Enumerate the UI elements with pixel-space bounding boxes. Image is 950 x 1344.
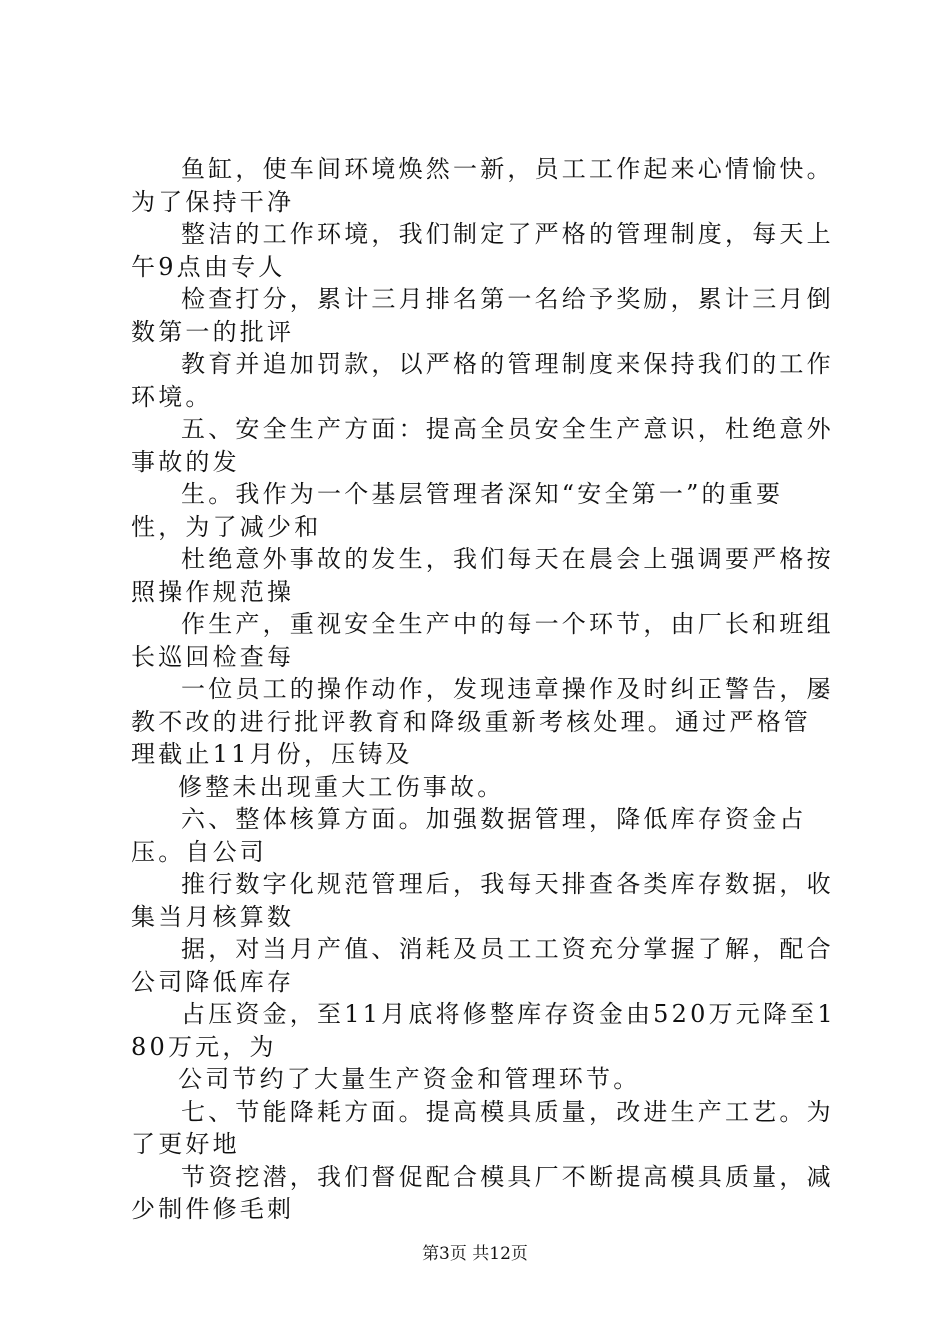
paragraph-8: 作生产，重视安全生产中的每一个环节，由厂长和班组长巡回检查每: [131, 610, 834, 671]
paragraph-13: 据，对当月产值、消耗及员工工资充分掌握了解，配合公司降低库存: [131, 935, 834, 996]
paragraph-12: 推行数字化规范管理后，我每天排查各类库存数据，收集当月核算数: [131, 870, 834, 931]
page-number-footer: 第3页 共12页: [422, 1244, 528, 1264]
paragraph-17: 节资挖潜，我们督促配合模具厂不断提高模具质量，减少制件修毛刺: [131, 1162, 834, 1223]
document-body: [131, 153, 836, 1226]
paragraph-7: 杜绝意外事故的发生，我们每天在晨会上强调要严格按照操作规范操: [131, 545, 834, 606]
paragraph-5: 五、安全生产方面：提高全员安全生产意识，杜绝意外事故的发: [131, 415, 834, 476]
paragraph-1: 鱼缸，使车间环境焕然一新，员工工作起来心情愉快。为了保持干净: [131, 155, 834, 216]
paragraph-10: 修整未出现重大工伤事故。: [178, 772, 505, 801]
paragraph-2: 整洁的工作环境，我们制定了严格的管理制度，每天上午9点由专人: [131, 220, 834, 281]
paragraph-15: 公司节约了大量生产资金和管理环节。: [178, 1065, 641, 1093]
paragraph-9: 一位员工的操作动作，发现违章操作及时纠正警告，屡教不改的进行批评教育和降级重新考核处理。通过严格管理截止11月份，压铸及: [131, 675, 834, 768]
paragraph-11: 六、整体核算方面。加强数据管理，降低库存资金占压。自公司: [131, 805, 807, 866]
paragraph-6: 生。我作为一个基层管理者深知“安全第一”的重要性，为了减少和: [131, 480, 784, 541]
paragraph-3: 检查打分，累计三月排名第一名给予奖励，累计三月倒数第一的批评: [131, 285, 834, 346]
paragraph-4: 教育并追加罚款，以严格的管理制度来保持我们的工作环境。: [131, 350, 834, 411]
paragraph-16: 七、节能降耗方面。提高模具质量，改进生产工艺。为了更好地: [131, 1097, 834, 1158]
paragraph-14: 占压资金，至11月底将修整库存资金由520万元降至180万元，为: [131, 1000, 836, 1061]
